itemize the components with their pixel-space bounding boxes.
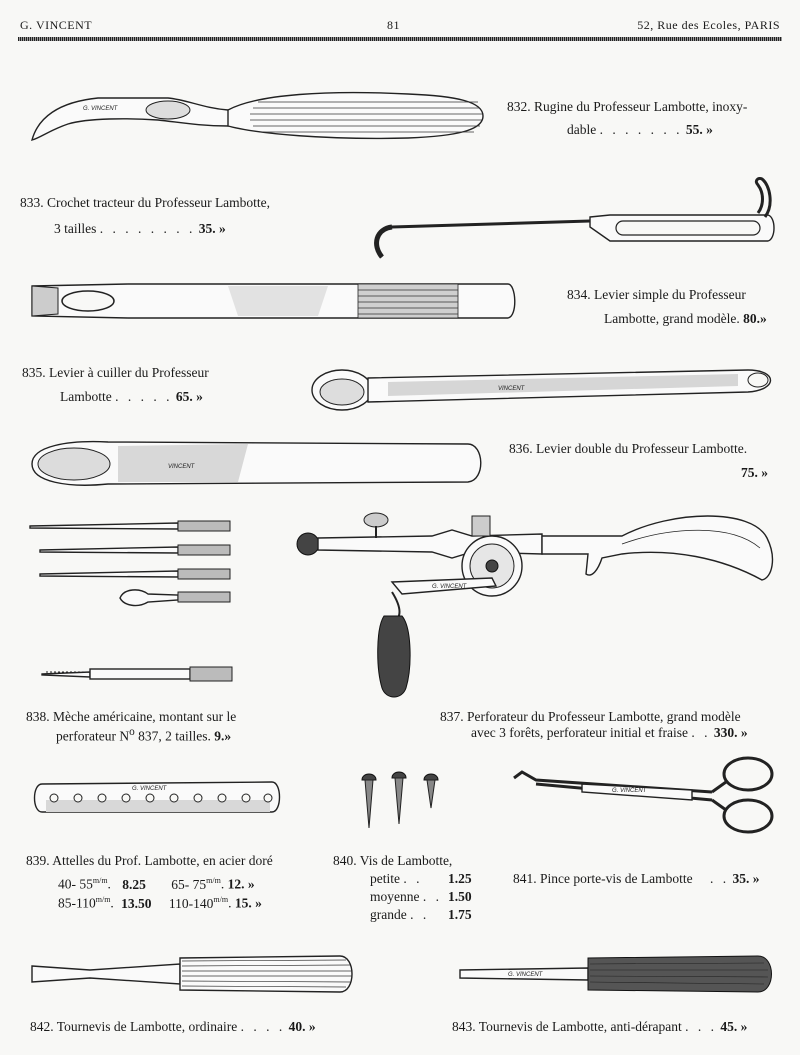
levier-double-maker-mark: VINCENT (168, 464, 195, 470)
tournevis-ordinaire-illustration (30, 952, 360, 996)
attelle-illustration (32, 778, 282, 818)
item-text: Pince porte-vis de Lambotte (540, 871, 693, 886)
item-text: 837, 2 tailles. (138, 728, 211, 744)
item-price: 65. » (175, 389, 203, 404)
item-number: 838. (26, 709, 50, 724)
item-price: 55. » (685, 122, 713, 137)
item-text: 3 tailles (54, 221, 97, 236)
item-text: Mèche américaine, montant sur le (53, 709, 237, 724)
tournevis-maker-mark: G. VINCENT (508, 972, 543, 978)
levier-maker-mark: VINCENT (498, 386, 525, 392)
item-text: Lambotte, grand modèle. (604, 311, 740, 326)
caption-836-price (741, 462, 768, 483)
caption-839-row1: 40- $55^{m/m}$. 8.25 65- $75^{m/m}$. 12. » (58, 876, 255, 892)
item-price: 15. » (234, 895, 262, 911)
superscript: o (129, 726, 135, 738)
perforateur-maker-mark: G. VINCENT (432, 584, 467, 590)
size-range: 85-110 (58, 895, 96, 911)
leader-dots: . . (410, 907, 430, 922)
pince-maker-mark: G. VINCENT (612, 788, 647, 794)
leader-dots: . . . . . . . (599, 122, 683, 137)
caption-832-line2 (567, 119, 713, 140)
item-price: 1.25 (448, 871, 472, 886)
caption-839-row2: $85-110^{m/m}$. 13.50 $110-140^{m/m}$. 15. » (58, 895, 262, 911)
caption-833-line2 (54, 218, 226, 239)
leader-dots: . . (403, 871, 423, 886)
caption-833 (20, 192, 270, 213)
header-right: 52, Rue des Ecoles, PARIS (637, 18, 780, 32)
item-text: Tournevis de Lambotte, ordinaire (56, 1019, 238, 1034)
item-number: 842. (30, 1019, 54, 1034)
caption-843 (452, 1016, 747, 1037)
caption-841 (513, 868, 759, 889)
item-number: 843. (452, 1019, 476, 1034)
item-number: 839. (26, 853, 50, 868)
item-text: Levier simple du Professeur (594, 287, 746, 302)
item-number: 837. (440, 709, 464, 724)
leader-dots: . . . . (240, 1019, 286, 1034)
unit: m/m (206, 876, 221, 885)
header-rule (18, 37, 782, 41)
meche-illustration (40, 664, 235, 684)
item-number: 833. (20, 195, 44, 210)
item-price: 330. » (713, 725, 748, 740)
item-text: Levier double du Professeur Lambotte. (536, 441, 748, 456)
item-price: 75. » (741, 465, 768, 480)
attelle-maker-mark: G. VINCENT (132, 786, 167, 792)
page-number: 81 (387, 18, 400, 32)
levier-simple-illustration (28, 276, 518, 326)
caption-834 (567, 284, 746, 305)
leader-dots: . . . . . (115, 389, 173, 404)
caption-836 (509, 438, 747, 459)
crochet-illustration (370, 175, 780, 265)
caption-838-line2 (56, 722, 231, 747)
leader-dots: . . . . . . . . (99, 221, 196, 236)
item-price: 35. » (732, 871, 760, 886)
item-number: 836. (509, 441, 533, 456)
size-label: grande (370, 907, 407, 922)
item-price: 80.» (743, 311, 767, 326)
levier-cuiller-illustration (308, 364, 780, 416)
item-price: 9.» (214, 728, 232, 744)
item-number: 840. (333, 853, 357, 868)
tournevis-antiderapant-illustration (458, 952, 780, 996)
caption-839 (26, 850, 273, 871)
pince-illustration (512, 754, 778, 838)
levier-double-illustration (28, 436, 488, 492)
item-text: Lambotte (60, 389, 112, 404)
item-text: dable (567, 122, 597, 137)
size-range: 110-140 (168, 895, 214, 911)
item-text: Levier à cuiller du Professeur (49, 365, 209, 380)
item-text: Perforateur du Professeur Lambotte, grand modèle (467, 709, 741, 724)
caption-835 (22, 362, 209, 383)
perforateur-illustration (292, 508, 777, 704)
item-text: Rugine du Professeur Lambotte, inoxy- (534, 99, 748, 114)
item-text: Vis de Lambotte, (359, 853, 453, 868)
item-text: perforateur N (56, 728, 130, 744)
item-text: Attelles du Prof. Lambotte, en acier doré (52, 853, 273, 868)
item-text: Crochet tracteur du Professeur Lambotte, (47, 195, 271, 210)
item-text: Tournevis de Lambotte, anti-dérapant (478, 1019, 682, 1034)
item-price: 13.50 (121, 895, 152, 911)
caption-842 (30, 1016, 316, 1037)
item-number: 832. (507, 99, 531, 114)
size-label: petite (370, 871, 400, 886)
unit: m/m (213, 895, 229, 904)
caption-835-line2 (60, 386, 203, 407)
rugine-illustration (28, 88, 488, 148)
size-range: 65- 75 (171, 876, 207, 892)
item-price: 1.50 (448, 889, 472, 904)
leader-dots: . . (422, 889, 442, 904)
item-price: 1.75 (448, 907, 472, 922)
size-label: moyenne (370, 889, 420, 904)
item-number: 841. (513, 871, 537, 886)
leader-dots: . . . (685, 1019, 717, 1034)
caption-834-line2 (604, 308, 767, 329)
caption-832 (507, 96, 747, 117)
item-price: 8.25 (122, 876, 146, 892)
item-price: 12. » (227, 876, 255, 892)
item-price: 40. » (288, 1019, 316, 1034)
item-price: 45. » (720, 1019, 748, 1034)
unit: m/m (92, 876, 108, 885)
rugine-maker-mark: G. VINCENT (83, 106, 118, 112)
vis-illustration (358, 770, 448, 834)
caption-840-row3 (370, 904, 480, 925)
item-number: 834. (567, 287, 591, 302)
leader-dots: . . (709, 871, 730, 886)
item-number: 835. (22, 365, 46, 380)
size-range: 40- 55 (58, 876, 93, 892)
item-price: 35. » (198, 221, 226, 236)
item-text: avec 3 forêts, perforateur initial et fraise (471, 725, 689, 740)
header-left: G. VINCENT (20, 18, 93, 32)
caption-837-line2 (471, 722, 748, 743)
unit: m/m (95, 895, 111, 904)
drill-bits-illustration (28, 514, 238, 614)
leader-dots: . . (691, 725, 711, 740)
